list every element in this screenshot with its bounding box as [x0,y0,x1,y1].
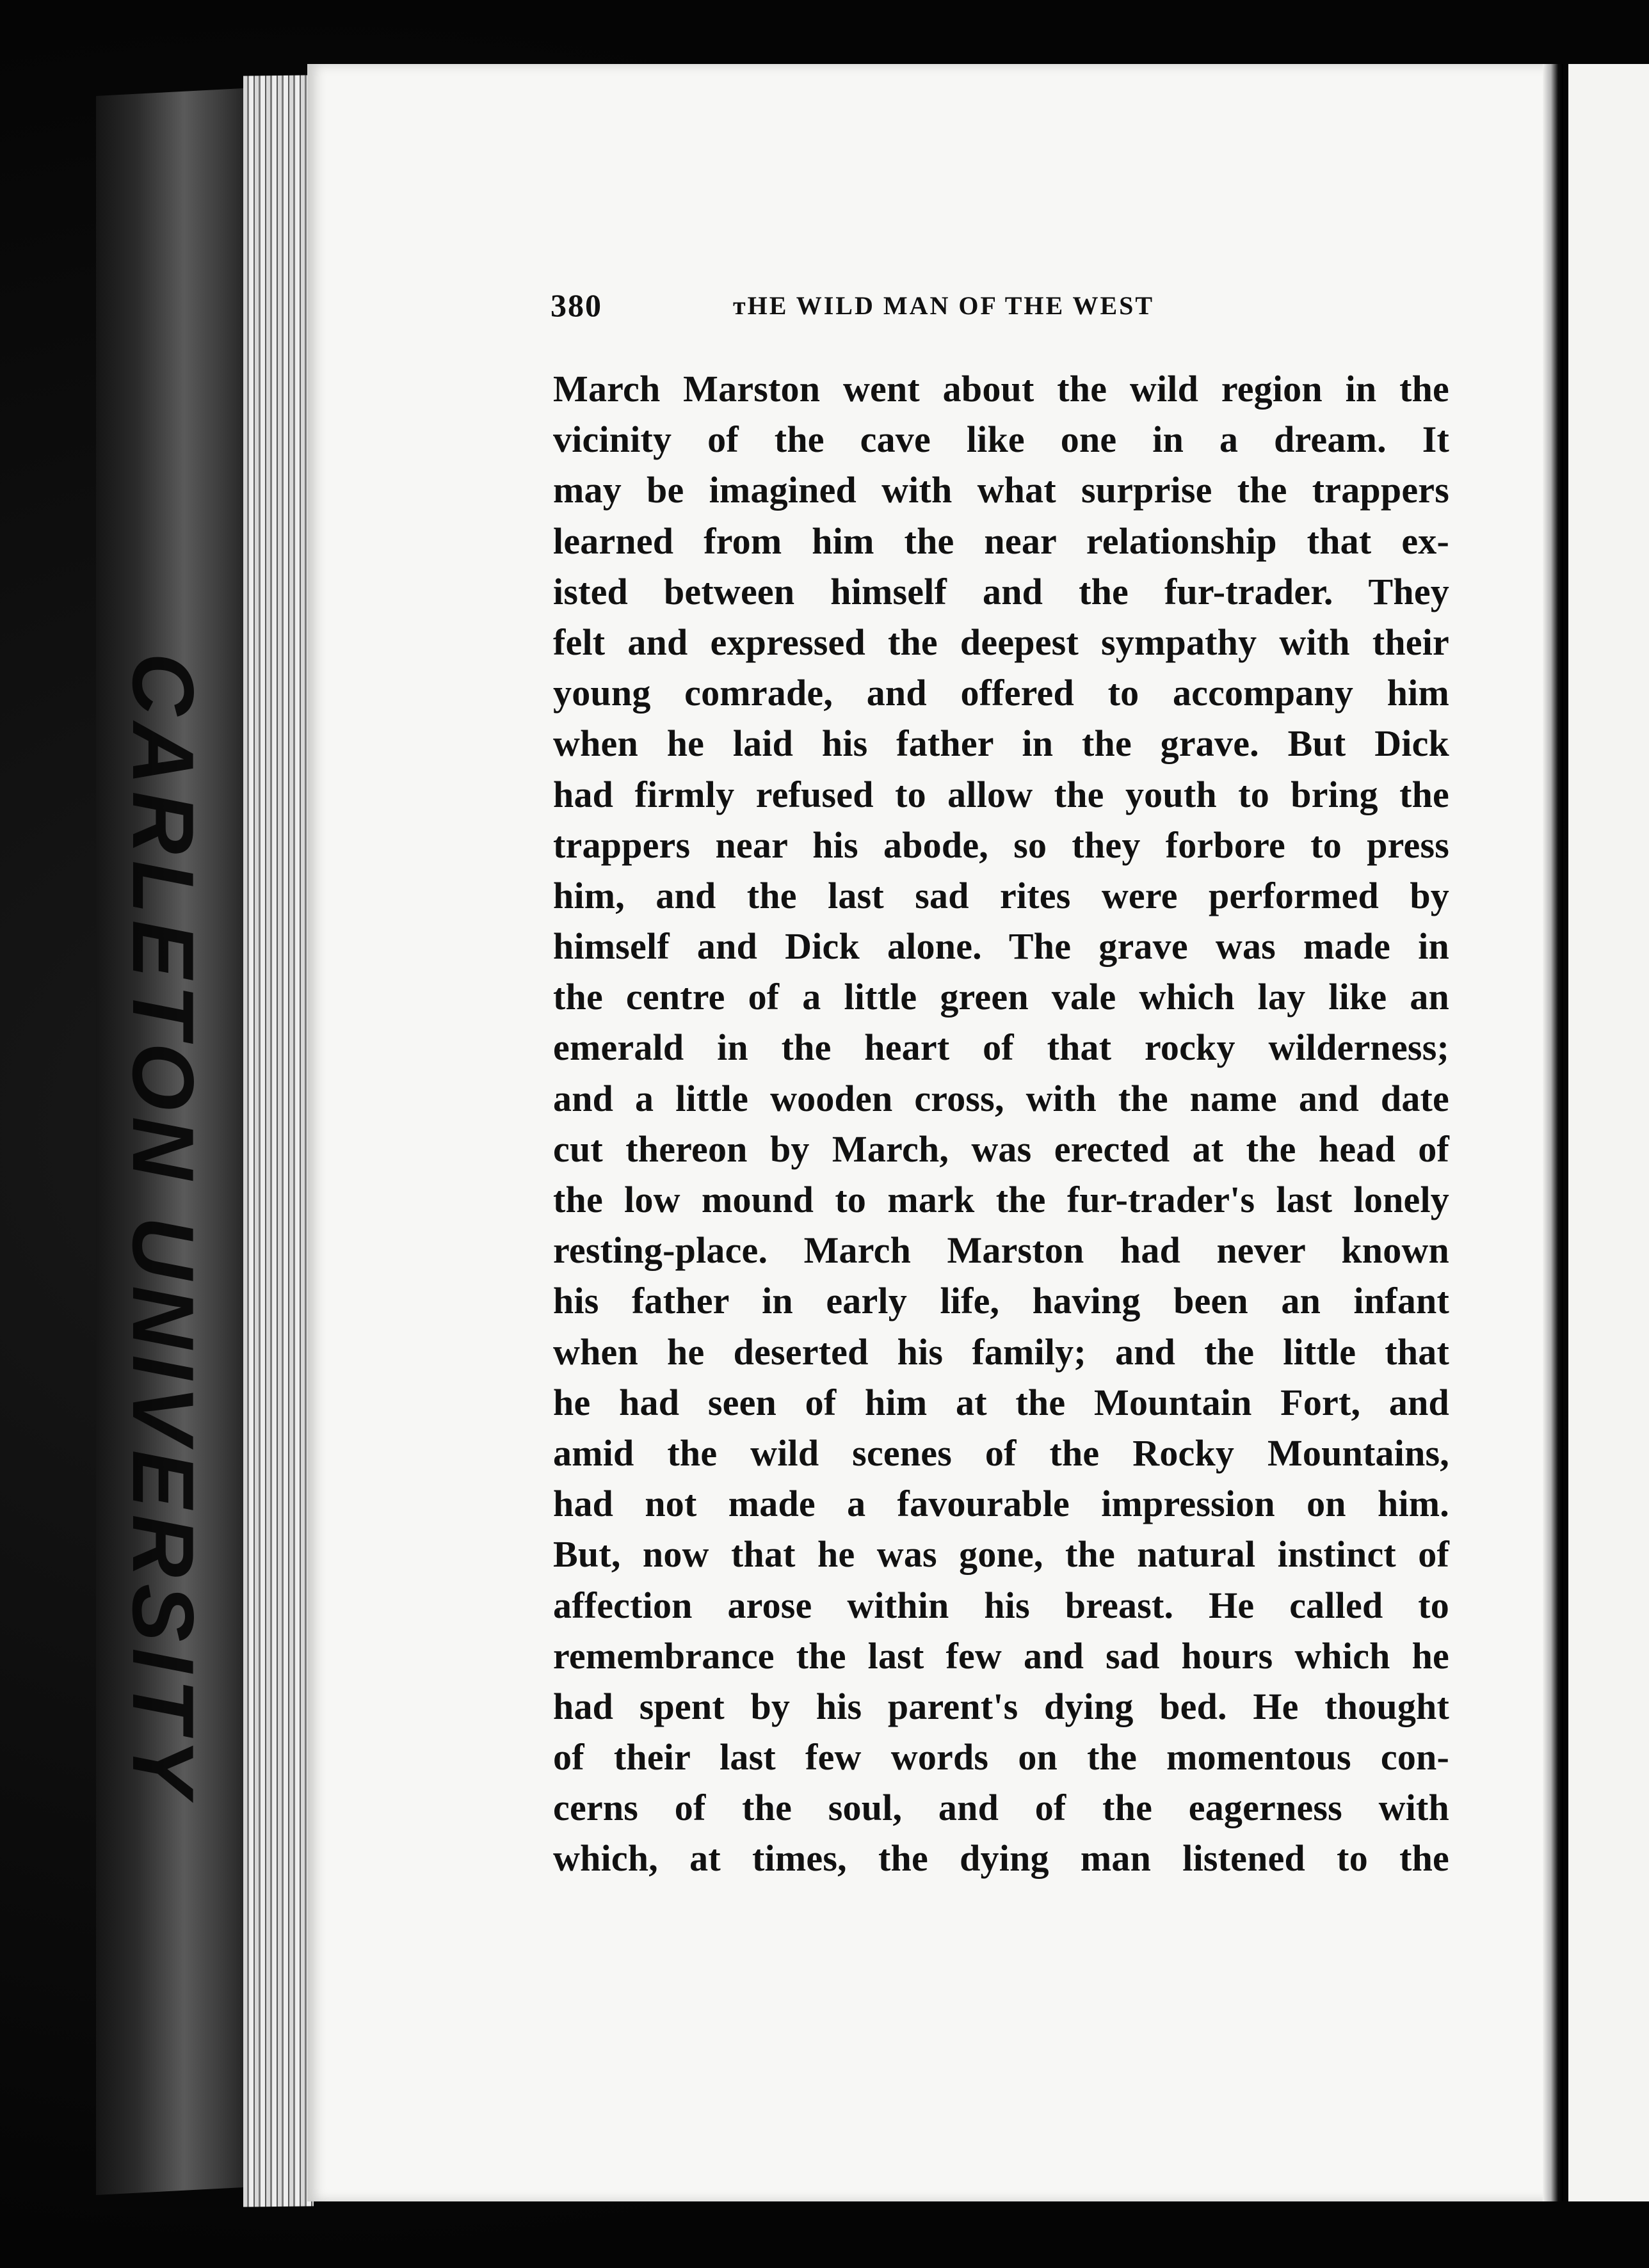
text-line: March Marston went about the wild region in the [553,368,1449,410]
text-line: he had seen of him at the Mountain Fort, and [553,1381,1449,1423]
text-line: when he laid his father in the grave. But Dick [553,723,1449,765]
running-title: ᴛHE WILD MAN OF THE WEST [733,291,1155,320]
text-line: had firmly refused to allow the youth to bring the [553,773,1449,815]
running-head [551,287,1460,331]
text-line: may be imagined with what surprise the trappers [553,469,1449,511]
text-line: affection arose within his breast. He called to [553,1584,1449,1626]
text-line: the low mound to mark the fur-trader's last lonely [553,1179,1449,1220]
page-edges [243,75,314,2207]
text-line: isted between himself and the fur-trader. They [553,570,1449,612]
text-line: cut thereon by March, was erected at the head of [553,1128,1449,1170]
text-line: resting-place. March Marston had never known [553,1229,1449,1272]
text-line: himself and Dick alone. The grave was made in [553,925,1449,968]
text-line: had not made a favourable impression on him. [553,1483,1449,1525]
page-number: 380 [551,287,602,323]
text-line: his father in early life, having been an infant [553,1280,1449,1322]
text-line: which, at times, the dying man listened to the [553,1837,1449,1880]
page-gutter [1543,64,1563,2201]
text-line: cerns of the soul, and of the eagerness with [553,1787,1449,1829]
text-line: emerald in the heart of that rocky wilderness; [553,1026,1449,1069]
text-line: learned from him the near relationship that ex- [553,520,1449,562]
next-page-edge [1568,64,1649,2201]
text-line: the centre of a little green vale which lay like an [553,976,1449,1018]
text-line: But, now that he was gone, the natural instinct of [553,1533,1449,1576]
text-line: when he deserted his family; and the little that [553,1330,1449,1373]
text-line: and a little wooden cross, with the name and date [553,1077,1449,1119]
body-text [553,363,1449,1884]
text-line: vicinity of the cave like one in a dream. It [553,419,1449,461]
spine-label: CARLETON UNIVERSITY [115,653,212,1803]
text-line: him, and the last sad rites were performed by [553,874,1449,916]
text-line: had spent by his parent's dying bed. He thought [553,1685,1449,1727]
text-line: amid the wild scenes of the Rocky Mountains, [553,1432,1449,1474]
text-line: remembrance the last few and sad hours which he [553,1634,1449,1677]
text-line: young comrade, and offered to accompany him [553,672,1449,714]
text-line: of their last few words on the momentous con- [553,1736,1449,1778]
text-line: felt and expressed the deepest sympathy with their [553,621,1449,663]
text-line: trappers near his abode, so they forbore to press [553,824,1449,866]
